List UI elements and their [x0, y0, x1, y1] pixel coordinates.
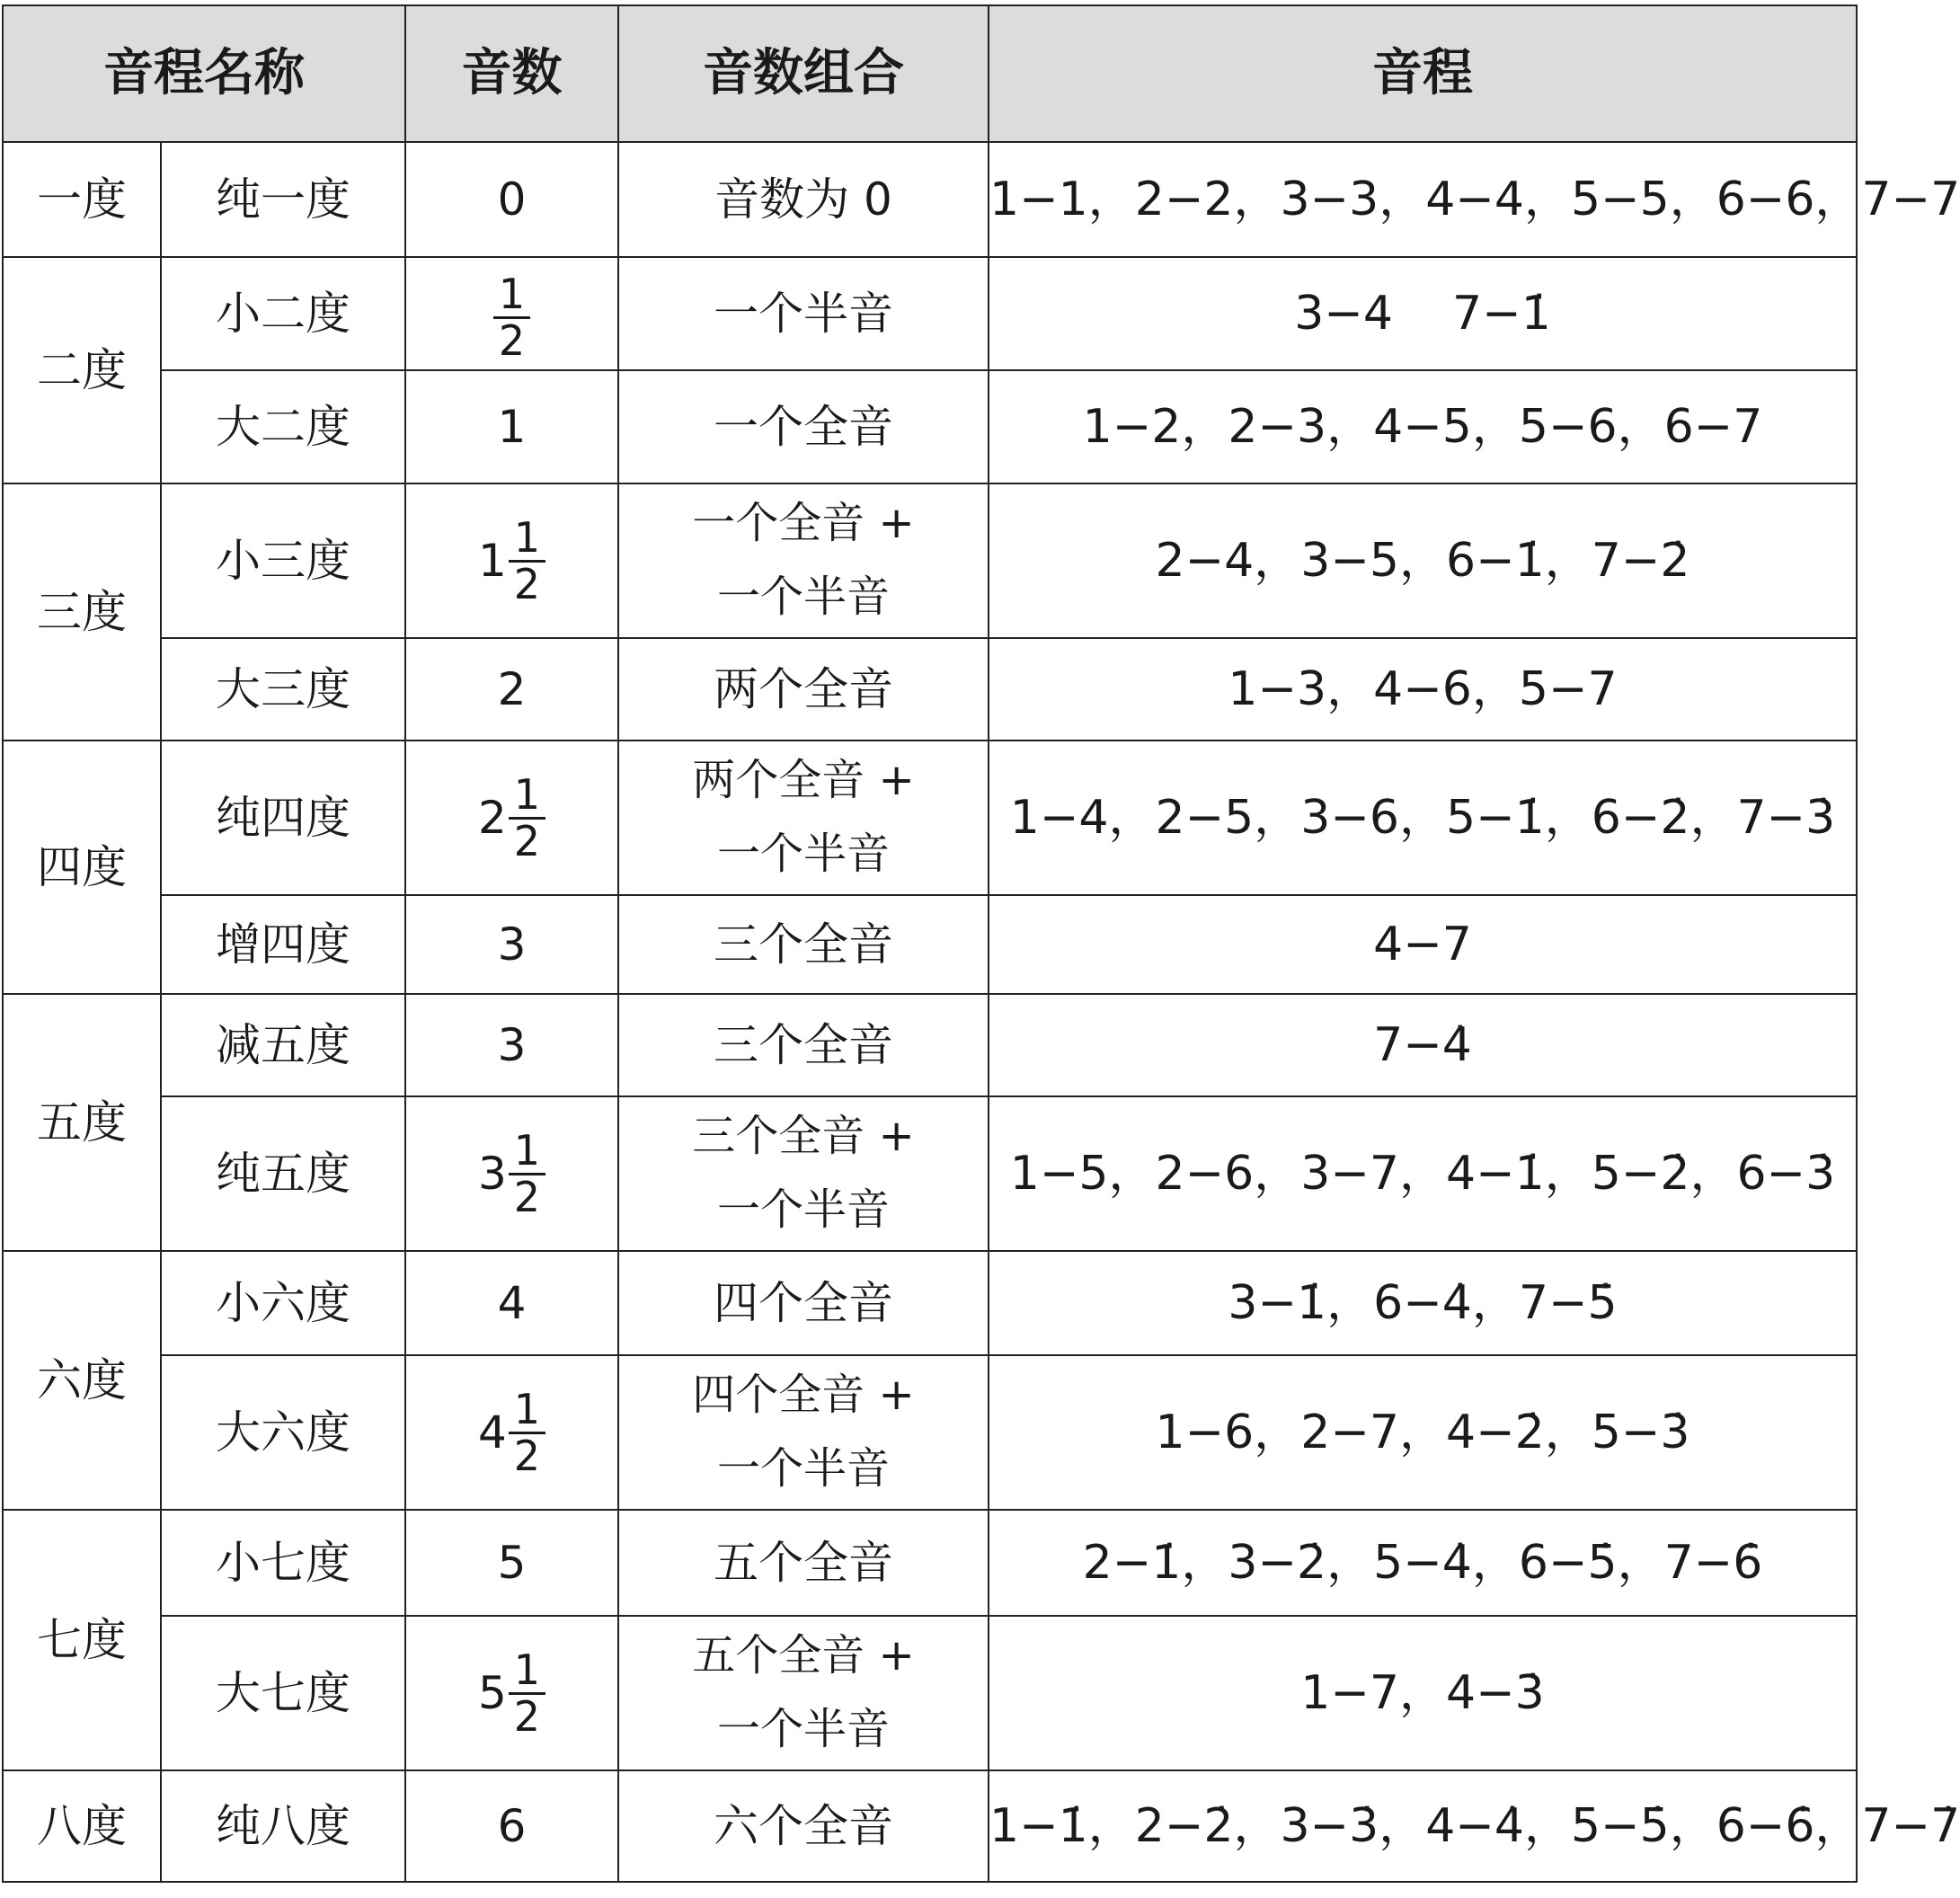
intervals-cell: 1−5，2−6，3−7，4−1̇，5−2̇，6−3̇: [989, 1096, 1857, 1251]
combination-line: 一个半音: [716, 1704, 890, 1754]
intervals-cell: 1−2，2−3，4−5，5−6，6−7: [989, 370, 1857, 483]
semitone-combination-cell: [618, 1251, 989, 1355]
combination-line: 三个全音: [714, 918, 893, 971]
fraction: [509, 513, 545, 608]
table-row: [3, 895, 1857, 994]
combination-line: 一个半音: [716, 829, 890, 879]
fraction: [509, 1126, 545, 1221]
whole-part: 4: [477, 1406, 507, 1459]
interval-group-cell: 一度: [3, 142, 161, 257]
semitone-count-cell: [405, 741, 618, 895]
semitone-combination-cell: [618, 1510, 989, 1616]
header-row: [3, 5, 1857, 142]
intervals-cell: 7−4̇: [989, 994, 1857, 1096]
table-row: [3, 370, 1857, 483]
table-row: [3, 1616, 1857, 1770]
fraction-numerator: 1: [498, 270, 526, 319]
semitone-combination-cell: [618, 257, 989, 370]
combination-line: 三个全音: [714, 1018, 893, 1071]
intervals-cell: 2−1̇，3−2̇，5−4̇，6−5̇，7−6̇: [989, 1510, 1857, 1616]
combination-line: 两个全音 +: [692, 755, 915, 806]
whole-part: 2: [477, 791, 507, 844]
fraction-numerator: 1: [513, 770, 541, 820]
interval-group-cell: 七度: [3, 1510, 161, 1770]
interval-name-cell: 纯五度: [161, 1096, 405, 1251]
table-body: [3, 142, 1960, 1882]
header-semitone-combination: 音数组合: [618, 5, 989, 142]
table-row: [3, 142, 1857, 257]
semitone-count-cell: 3: [405, 994, 618, 1096]
intervals-cell: 1−4，2−5，3−6，5−1̇，6−2̇，7−3̇: [989, 741, 1857, 895]
semitone-combination-cell: [618, 638, 989, 741]
header-semitone-count: 音数: [405, 5, 618, 142]
mixed-number: [477, 513, 545, 608]
intervals-cell: 3−4 7−1̇: [989, 257, 1857, 370]
mixed-number: [477, 770, 545, 865]
interval-name-cell: 纯四度: [161, 741, 405, 895]
interval-name-cell: 纯八度: [161, 1770, 405, 1882]
semitone-combination-cell: [618, 1355, 989, 1510]
interval-name-cell: 大三度: [161, 638, 405, 741]
semitone-count-cell: 1: [405, 370, 618, 483]
semitone-count-cell: 5: [405, 1510, 618, 1616]
intervals-cell: 3−1̇，6−4̇，7−5̇: [989, 1251, 1857, 1355]
table-row: [3, 1096, 1857, 1251]
table-row: [3, 1510, 1857, 1616]
combination-line: 四个全音 +: [692, 1370, 915, 1421]
semitone-count-cell: 0: [405, 142, 618, 257]
combination-line: 五个全音 +: [692, 1630, 915, 1681]
table-row: [3, 741, 1857, 895]
semitone-combination-cell: [618, 370, 989, 483]
combination-line: 一个半音: [716, 572, 890, 622]
semitone-combination-cell: [618, 1096, 989, 1251]
interval-group-cell: 五度: [3, 994, 161, 1251]
fraction: [509, 1385, 545, 1480]
intervals-cell: 2−4，3−5，6−1̇，7−2̇: [989, 483, 1857, 638]
semitone-count-cell: 4: [405, 1251, 618, 1355]
semitone-count-cell: 2: [405, 638, 618, 741]
intervals-cell: 1−1，2−2，3−3，4−4，5−5，6−6，7−7: [989, 142, 1857, 257]
interval-name-cell: 纯一度: [161, 142, 405, 257]
semitone-combination-cell: [618, 994, 989, 1096]
table-row: [3, 483, 1857, 638]
combination-line: 一个半音: [716, 1184, 890, 1235]
fraction-denominator: 2: [513, 816, 541, 865]
table-row: [3, 1251, 1857, 1355]
interval-name-cell: 小七度: [161, 1510, 405, 1616]
combination-line: 音数为 0: [714, 173, 892, 226]
interval-name-cell: 大七度: [161, 1616, 405, 1770]
semitone-count-cell: [405, 1616, 618, 1770]
semitone-count-cell: 3: [405, 895, 618, 994]
table-row: [3, 257, 1857, 370]
whole-part: 5: [477, 1666, 507, 1719]
interval-name-cell: 大二度: [161, 370, 405, 483]
table-row: [3, 1355, 1857, 1510]
fraction: [493, 270, 530, 365]
interval-name-cell: 小三度: [161, 483, 405, 638]
intervals-cell: 1−7，4−3̇: [989, 1616, 1857, 1770]
semitone-combination-cell: [618, 1770, 989, 1882]
fraction-numerator: 1: [513, 513, 541, 563]
interval-name-cell: 小六度: [161, 1251, 405, 1355]
combination-line: 一个半音: [714, 287, 893, 340]
fraction-denominator: 2: [498, 315, 526, 365]
fraction-denominator: 2: [513, 1172, 541, 1221]
fraction: [509, 770, 545, 865]
intervals-cell: 1−1̇，2−2̇，3−3̇，4−4̇，5−5̇，6−6̇，7−7̇: [989, 1770, 1857, 1882]
interval-table-container: [2, 4, 1960, 1883]
combination-line: 一个全音 +: [692, 498, 915, 549]
table-row: [3, 1770, 1857, 1882]
table-row: [3, 638, 1857, 741]
interval-group-cell: 二度: [3, 257, 161, 483]
interval-table: [2, 4, 1960, 1883]
interval-group-cell: 八度: [3, 1770, 161, 1882]
interval-name-cell: 增四度: [161, 895, 405, 994]
header-intervals: 音程: [989, 5, 1857, 142]
mixed-number: [477, 1126, 545, 1221]
fraction-numerator: 1: [513, 1385, 541, 1434]
combination-line: 五个全音: [714, 1536, 893, 1589]
semitone-count-cell: [405, 483, 618, 638]
interval-group-cell: 六度: [3, 1251, 161, 1510]
intervals-cell: 4−7: [989, 895, 1857, 994]
interval-group-cell: 四度: [3, 741, 161, 994]
semitone-count-cell: 6: [405, 1770, 618, 1882]
mixed-number: [493, 270, 530, 365]
semitone-count-cell: [405, 1096, 618, 1251]
combination-line: 四个全音: [714, 1276, 893, 1329]
fraction-numerator: 1: [513, 1126, 541, 1175]
semitone-combination-cell: [618, 483, 989, 638]
combination-line: 一个半音: [716, 1443, 890, 1494]
mixed-number: [477, 1385, 545, 1480]
table-row: [3, 994, 1857, 1096]
semitone-count-cell: [405, 257, 618, 370]
fraction-denominator: 2: [513, 1431, 541, 1480]
intervals-cell: 1−3，4−6，5−7: [989, 638, 1857, 741]
combination-line: 两个全音: [714, 662, 893, 715]
semitone-combination-cell: [618, 1616, 989, 1770]
fraction-denominator: 2: [513, 559, 541, 608]
semitone-combination-cell: [618, 741, 989, 895]
combination-line: 一个全音: [714, 400, 893, 453]
semitone-count-cell: [405, 1355, 618, 1510]
semitone-combination-cell: [618, 895, 989, 994]
interval-name-cell: 小二度: [161, 257, 405, 370]
whole-part: 1: [477, 534, 507, 587]
fraction-denominator: 2: [513, 1691, 541, 1741]
interval-name-cell: 大六度: [161, 1355, 405, 1510]
interval-name-cell: 减五度: [161, 994, 405, 1096]
intervals-cell: 1−6，2−7，4−2̇，5−3̇: [989, 1355, 1857, 1510]
fraction-numerator: 1: [513, 1645, 541, 1695]
mixed-number: [477, 1645, 545, 1741]
fraction: [509, 1645, 545, 1741]
combination-line: 三个全音 +: [692, 1111, 915, 1162]
whole-part: 3: [477, 1147, 507, 1200]
semitone-combination-cell: [618, 142, 989, 257]
combination-line: 六个全音: [714, 1799, 893, 1852]
interval-group-cell: 三度: [3, 483, 161, 741]
header-interval-name: 音程名称: [3, 5, 405, 142]
